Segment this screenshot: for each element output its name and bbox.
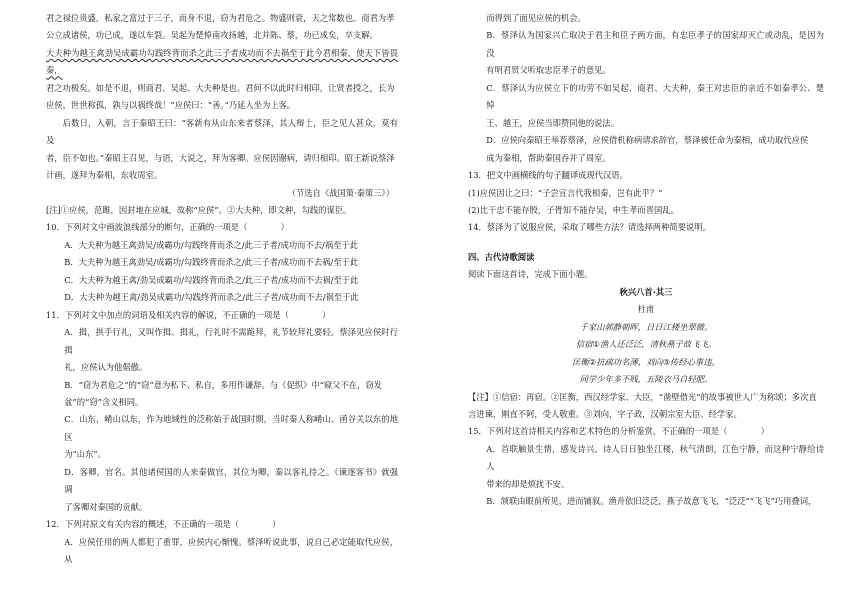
q11-option-c: C．山东，崤山以东，作为地域性的泛称始于战国时期，当时秦人称崤山、函谷关以东的地区 (64, 414, 398, 442)
section-heading: 四、古代诗歌阅读 (468, 251, 535, 262)
passage-line: 君之禄位贵盛，私家之富过于三子，而身不退，窃为君危之。物盛则衰，天之常数也。商君为孝 (46, 13, 395, 23)
question-12-stem: 12．下列对原文有关内容的概述，不正确的一项是（ ） (46, 519, 281, 530)
passage-line-wavy (46, 45, 398, 80)
q12-option-c-cont: 王、越王，应侯当即赞同他的说法。 (486, 117, 620, 128)
poem-line: 千家山郭静朝晖，日日江楼坐翠微。 (579, 321, 713, 332)
question-15-stem: 15．下列对这首诗相关内容和艺术特色的分析鉴赏，不正确的一项是（ ） (468, 426, 769, 437)
q11-option-b-cont: 盆”的“窃”含义相同。 (64, 396, 144, 407)
source-citation: （节选自《战国策·秦策三》） (287, 187, 394, 198)
wavy-underlined-text: 大夫种为越王禽劲吴成霸功勾践终背而杀之此三子者成功而不去祸至于此今君相秦，使天下皆畏秦， (46, 47, 398, 76)
question-14-stem: 14．蔡泽为了说服应侯，采取了哪些方法？请选择两种简要说明。 (468, 222, 711, 233)
q12-option-d: D．应侯向秦昭王举荐蔡泽，应侯借机称病请求辞官，蔡泽被任命为秦相，成功取代应侯 (486, 135, 809, 146)
q10-option-b: B．大夫种为越王禽劲吴/成霸功/勾践终背而杀之/此三子者/成功而不去祸/至于此 (64, 257, 359, 268)
q12-option-d-cont: 成为秦相，帮助秦国吞并了周室。 (486, 152, 611, 163)
q13-sentence-2: (2)比干忠不能存殷，子胥知不能存吴，申生孝而晋国乱。 (468, 204, 679, 215)
poem-line: 信宿①渔人还泛泛，清秋燕子故飞飞。 (575, 339, 717, 350)
annotation-note: [注]①应侯，范雎，因封地在应城，故称“应侯”。②大夫种，即文种，勾践的谋臣。 (46, 204, 352, 215)
poem-note: 【注】①信宿：再宿。②匡衡，西汉经学家、大臣，“凿壁借光”的故事被世人广为称颂；多次直 (468, 391, 817, 402)
q10-option-c: C．大夫种为越王禽/劲吴成霸功/勾践终背而杀之/此三子者/成功而不去祸/至于此 (64, 274, 359, 285)
q11-option-b: B．“窃为君危之”的“窃”意为私下、私自，多用作谦辞。与《促织》中“窥父不在，窃发 (64, 379, 382, 390)
q12-option-a-cont: 而得到了面见应侯的机会。 (486, 13, 586, 23)
poem-author: 杜甫 (637, 304, 655, 315)
section-intro: 阅读下面这首诗，完成下面小题。 (468, 269, 593, 280)
passage-line: 君之功极矣。如是不退，则商君、吴起、大夫种是也。君何不以此时归相印，让贤者授之，长为 (46, 82, 395, 93)
q15-option-a-cont: 带来的却是烦扰不安。 (486, 478, 570, 489)
q10-option-a: A．大夫种为越王禽劲吴/成霸功/勾践终背而杀之/此三子者/成功而不去/祸至于此 (64, 239, 359, 250)
q11-option-a: A．揖，拱手行礼，又叫作揖、揖礼，行礼时不需跪拜，礼节较拜礼要轻。蔡泽见应侯时行揖 (64, 327, 398, 355)
question-13-stem: 13．把文中画横线的句子翻译成现代汉语。 (468, 170, 628, 181)
question-10-stem: 10．下列对文中画波浪线部分的断句，正确的一项是（ ） (46, 222, 289, 233)
left-column (46, 10, 398, 569)
passage-line: 应侯，世世称孤，孰与以祸终哉！”应侯曰：“善。”乃延入坐为上客。 (46, 100, 296, 111)
right-column (468, 10, 824, 511)
poem-title: 秋兴八首·其三 (619, 286, 673, 297)
q11-option-d-cont: 了客卿对秦国的贡献。 (64, 501, 148, 512)
passage-line: 后数日，入朝，言于秦昭王曰：“客新有从山东来者蔡泽，其人辩士，臣之见人甚众，莫有及 (46, 117, 398, 146)
q15-option-a: A．首联触景生情，感发诗兴。诗人日日独坐江楼，秋气清朗，江色宁静，而这种宁静给诗人 (486, 443, 824, 472)
passage-line: 者，臣不如也。”秦昭王召见，与语，大说之，拜为客卿。应侯因谢病，请归相印。昭王新说蔡泽 (46, 152, 395, 163)
poem-line: 匡衡②抗疏功名薄，刘向③传经心事违。 (572, 356, 720, 367)
poem-line: 同学少年多不贱，五陵衣马自轻肥。 (579, 374, 713, 385)
q11-option-c-cont: 为“山东”。 (64, 449, 106, 460)
q12-option-a: A．应侯任用的两人都犯了重罪，应侯内心惭愧。蔡泽听说此事，说自己必定能取代应侯，从 (64, 536, 398, 565)
passage-line: 计画，遂拜为秦相，东收周室。 (46, 170, 163, 181)
question-11-stem: 11．下列对文中加点的词语及相关内容的解说，不正确的一项是（ ） (46, 309, 331, 320)
poem-note-cont: 言进谏，刚直不阿，受人敬重。③刘向，字子政，汉朝宗室大臣、经学家。 (468, 408, 742, 419)
q12-option-b: B．蔡泽认为国家兴亡取决于君主和臣子两方面，有忠臣孝子的国家却灭亡或动乱，是因为没 (486, 30, 824, 58)
q15-option-b: B．颔联由眼前所见，进而铺叙。渔舟依旧泛泛，燕子故意飞飞，“泛泛”“飞飞”巧用叠词， (486, 496, 817, 507)
q13-sentence-1: (1)应侯因让之曰：“子尝宣言代我相秦，岂有此乎？” (468, 187, 663, 198)
q11-option-d: D．客卿，官名。其他诸侯国的人来秦做官，其位为卿，秦以客礼待之。《谏逐客书》就强调 (64, 466, 398, 495)
q11-option-a-cont: 礼，应侯认为他倨傲。 (64, 362, 148, 373)
q10-option-d: D．大夫种为越王禽/劲吴成霸功/勾践终背而杀之/此三子者/成功而不去/祸至于此 (64, 292, 359, 303)
q12-option-b-cont: 有明君贤父听取忠臣孝子的意见。 (486, 65, 611, 76)
passage-line: 公立成诸侯，功已成，遂以车裂。吴起为楚悼南攻扬越，北并陈、蔡，功已成矣，卒支解。 (46, 30, 378, 41)
q12-option-c: C．蔡泽认为应侯立下的功劳不如吴起、商君、大夫种，秦王对忠臣的亲近不如秦孝公、楚悼 (486, 82, 824, 111)
